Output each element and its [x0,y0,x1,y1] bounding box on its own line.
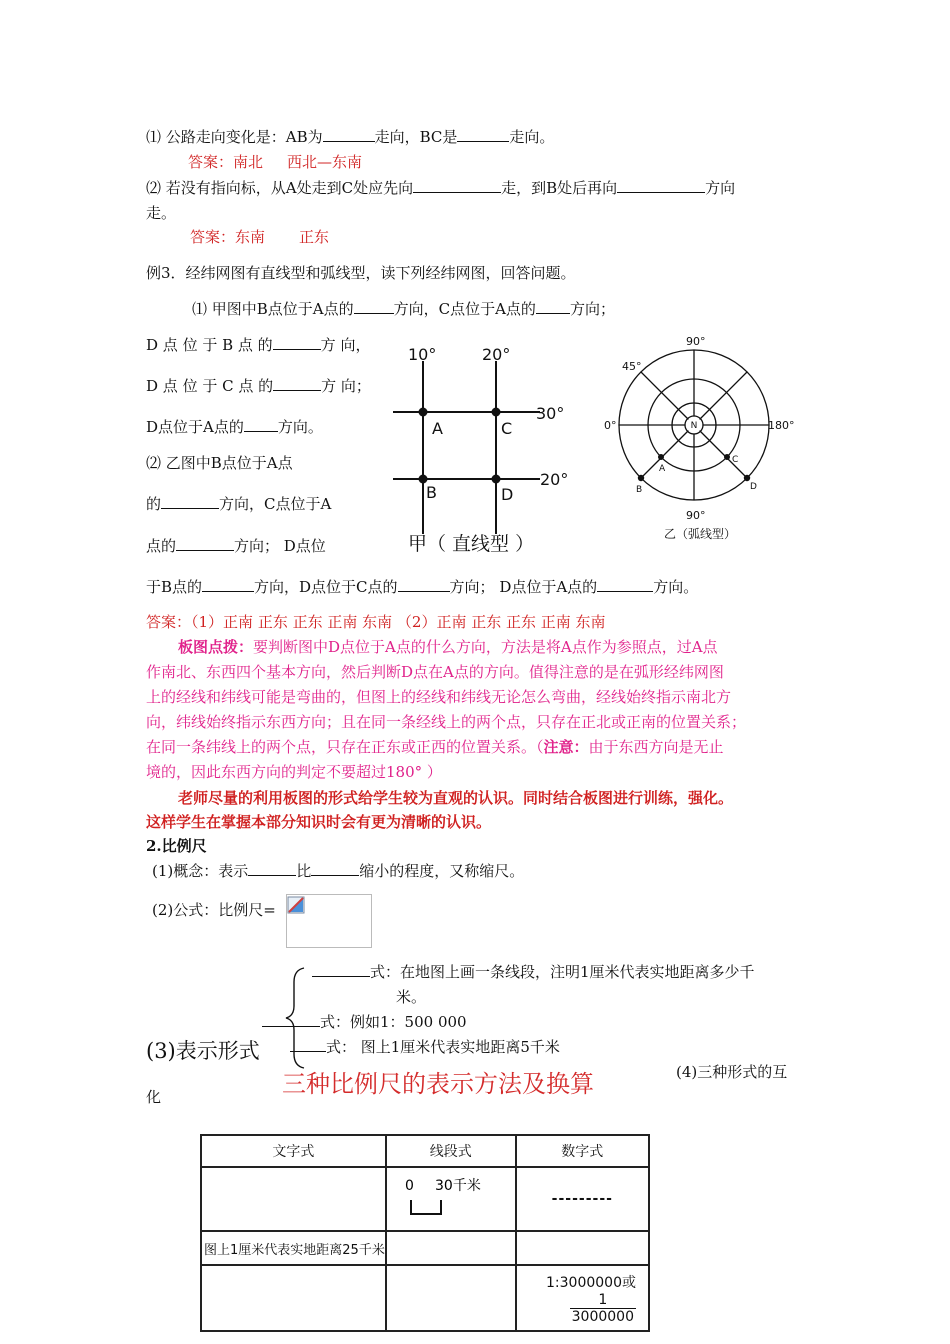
conversion-table [200,1134,650,1332]
row3-segment [386,1265,516,1331]
jia-point-a: A [432,419,443,438]
yi-center-n: N [690,421,698,431]
answer-3-text: （1）正南 正东 正东 正南 东南 （2）正南 正东 正东 正南 东南 [191,613,606,631]
q1-text-b: 走向，BC是 [374,128,458,146]
answer-2-v2: 正东 [299,228,330,246]
conversion-banner: 三种比例尺的表示方法及换算 [282,1070,594,1098]
q3-line7: 点的 方向； D点位 [146,537,326,555]
yi-left-0: 0° [604,419,617,432]
row2-numeric [516,1231,649,1265]
q3-p1: ⑴ 甲图中B点位于A点的 方向，C点位于A点的 方向； [192,300,615,318]
header-segment-form: 线段式 [386,1135,516,1167]
q2-text-d: 走。 [146,204,177,222]
segment-30km: 30千米 [434,1178,481,1194]
row1-numeric: --------- [516,1167,649,1231]
question-1 [146,127,554,147]
figure-yi-polar [600,332,800,546]
question-2-cont [146,203,176,223]
yi-point-b: B [636,485,643,495]
q1-text-c: 走向。 [509,128,555,146]
jia-caption: 甲（ 直线型 ） [408,533,535,555]
row1-segment [386,1167,516,1231]
q2-text-a: ⑵ 若没有指向标，从A处走到C处应先向 [146,179,414,197]
jia-point-d: D [501,485,514,504]
sec2-formula: (2)公式：比例尺= [152,901,276,919]
q3-line4: D点位于A点的 方向。 [146,418,323,436]
yi-point-a: A [659,464,666,474]
row3-numeric [516,1265,649,1331]
q3-line6: 的 方向，C点位于A [146,495,332,513]
sec2-concept: (1)概念：表示 比 缩小的程度，又称缩尺。 [152,862,525,880]
row3-fraction [570,1292,636,1325]
q2-text-c: 方向 [705,179,736,197]
answer-3-label: 答案： [146,613,192,631]
teacher-note-1: 老师尽量的利用板图的形式给学生较为直观的认识。同时结合板图进行训练，强化。 [178,789,734,807]
answer-1-v1: 南北 [233,153,264,171]
tip-line-3: 上的经线和纬线可能是弯曲的，但图上的经线和纬线无论怎么弯曲，经线始终指示南北方 [146,688,732,706]
jia-point-b: B [426,483,437,502]
answer-2 [190,227,329,247]
form-text: 式： 图上1厘米代表实地距离5千米 [290,1037,560,1057]
form-line-segment-cont: 米。 [396,988,427,1006]
q3-line3: D 点 位 于 C 点 的 方 向； [146,377,371,395]
tip-line-1: 板图点拨：要判断图中D点位于A点的什么方向，方法是将A点作为参照点，过A点 [178,638,718,656]
yi-caption: 乙（弧线型） [664,527,737,541]
form-numeric: 式：例如1：500 000 [262,1012,467,1032]
yi-bottom-90: 90° [686,509,706,522]
yi-point-c: C [732,455,739,465]
q3-line5: ⑵ 乙图中B点位于A点 [146,454,293,472]
jia-lat-20: 20° [540,470,569,489]
row2-segment [386,1231,516,1265]
q2-text-b: 走，到B处后再向 [501,179,618,197]
segment-zero: 0 [404,1178,414,1194]
answer-1 [188,152,362,172]
header-numeric-form: 数字式 [516,1135,649,1167]
answer-1-v2: 西北—东南 [287,153,363,171]
tip-line-6: 境的，因此东西方向的判定不要超过180° ） [146,763,442,781]
row2-text: 图上1厘米代表实地距离25千米 [201,1231,386,1265]
sec2-p4a: (4)三种形式的互 [676,1063,788,1081]
example-3-title: 例3．经纬网图有直线型和弧线型，读下列经纬网图，回答问题。 [146,264,576,282]
segment-scale-bar [391,1170,511,1224]
jia-lon-10: 10° [408,345,437,364]
jia-lon-20: 20° [482,345,511,364]
tip-head: 板图点拨： [178,638,254,656]
header-text-form: 文字式 [201,1135,386,1167]
q3-line2: D 点 位 于 B 点 的 方 向， [146,336,371,354]
yi-point-d: D [750,482,757,492]
answer-3 [146,612,606,632]
yi-nw-45: 45° [622,360,642,373]
answer-1-label: 答案： [188,153,234,171]
answer-2-v1: 东南 [235,228,266,246]
question-2 [146,178,735,198]
tip-line-2: 作南北、东西四个基本方向，然后判断D点在A点的方向。值得注意的是在弧形经纬网图 [146,663,724,681]
yi-right-180: 180° [768,419,795,432]
answer-2-label: 答案： [190,228,236,246]
q3-line8: 于B点的 方向，D点位于C点的 方向； D点位于A点的 方向。 [146,578,699,596]
tip-line-5: 在同一条纬线上的两个点，只存在正东或正西的位置关系。（注意：由于东西方向是无止 [146,738,724,756]
tip-line-4: 向，纬线始终指示东西方向；且在同一条经线上的两个点，只存在正北或正南的位置关系； [146,713,747,731]
row1-text [201,1167,386,1231]
jia-lat-30: 30° [536,404,565,423]
row3-text [201,1265,386,1331]
section-2-title: 2.比例尺 [146,837,207,855]
forms-label: (3)表示形式 [146,1039,260,1063]
sec2-p4b: 化 [146,1088,162,1106]
fraction-numerator: 1 [570,1292,636,1309]
broken-image-icon [287,896,305,914]
tip-note: 注意： [543,738,589,756]
figure-jia-grid [388,336,588,558]
fraction-denominator: 3000000 [571,1308,634,1325]
q1-text-a: ⑴ 公路走向变化是：AB为 [146,128,323,146]
jia-point-c: C [501,419,513,438]
form-line-segment: 式：在地图上画一条线段，注明1厘米代表实地距离多少千 [312,962,755,982]
teacher-note-2: 这样学生在掌握本部分知识时会有更为清晰的认识。 [146,813,492,831]
row3-ratio: 1:3000000或 [546,1274,636,1291]
yi-top-90: 90° [686,335,706,348]
